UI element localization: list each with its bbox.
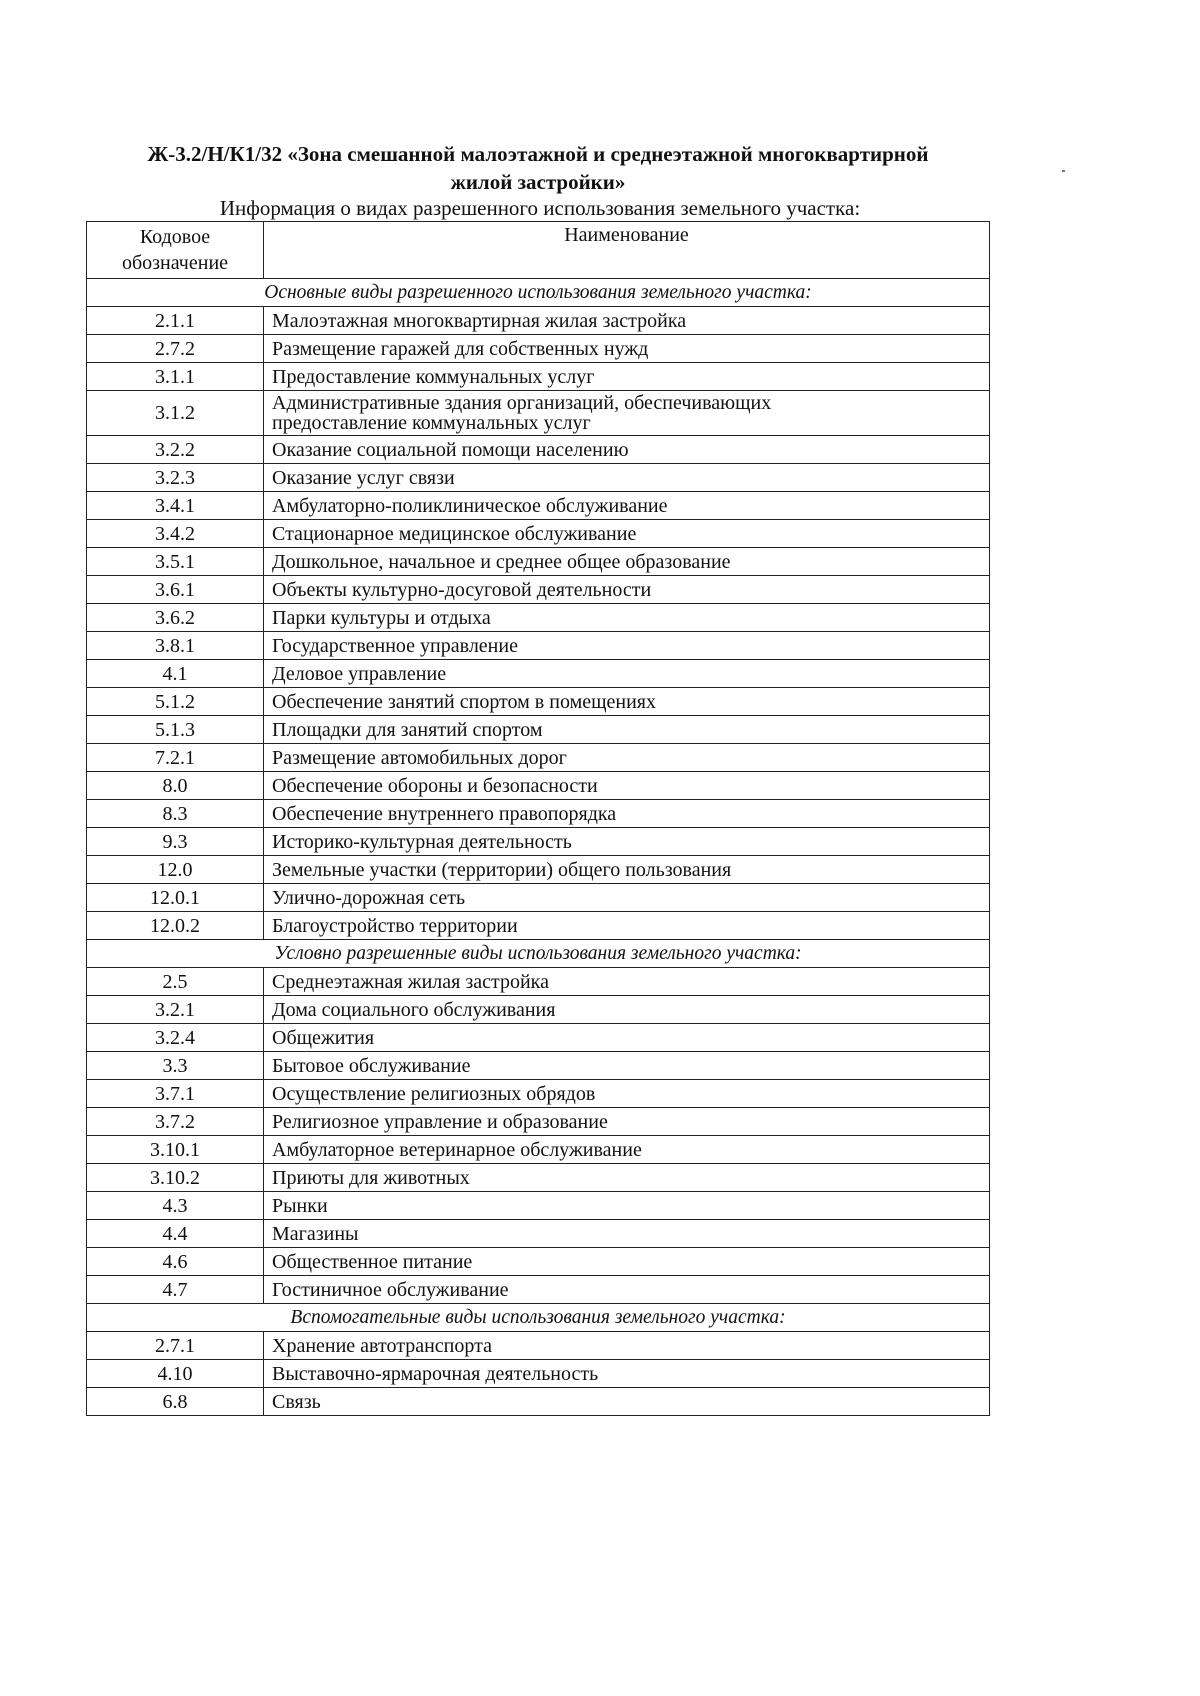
use-code: 7.2.1 [87, 744, 264, 772]
use-name: Рынки [264, 1192, 990, 1220]
table-row [87, 800, 990, 828]
use-code: 3.1.2 [87, 391, 264, 436]
use-code: 4.6 [87, 1248, 264, 1276]
table-row [87, 688, 990, 716]
use-code: 5.1.2 [87, 688, 264, 716]
use-code: 8.0 [87, 772, 264, 800]
use-name: Размещение автомобильных дорог [264, 744, 990, 772]
use-code: 3.4.2 [87, 520, 264, 548]
table-row [87, 1332, 990, 1360]
table-row [87, 1052, 990, 1080]
use-name [264, 391, 990, 436]
use-name: Размещение гаражей для собственных нужд [264, 335, 990, 363]
section-main-row [87, 279, 990, 307]
use-code: 3.2.1 [87, 996, 264, 1024]
land-use-table [86, 221, 990, 1416]
title-line-1: Ж-3.2/Н/К1/32 «Зона смешанной малоэтажной и среднеэтажной многоквартирной [147, 142, 929, 166]
use-code: 3.6.1 [87, 576, 264, 604]
use-code: 3.2.4 [87, 1024, 264, 1052]
use-code: 3.10.1 [87, 1136, 264, 1164]
header-code [87, 222, 264, 279]
use-name: Амбулаторно-поликлиническое обслуживание [264, 492, 990, 520]
use-code: 3.7.2 [87, 1108, 264, 1136]
use-code: 2.7.2 [87, 335, 264, 363]
use-code: 4.3 [87, 1192, 264, 1220]
use-code: 3.4.1 [87, 492, 264, 520]
use-name: Историко-культурная деятельность [264, 828, 990, 856]
table-row [87, 856, 990, 884]
use-code: 3.8.1 [87, 632, 264, 660]
use-name-line-2: предоставление коммунальных услуг [272, 412, 591, 434]
use-name-line-1: Административные здания организаций, обеспечивающих [272, 392, 772, 414]
table-row [87, 436, 990, 464]
use-name: Оказание социальной помощи населению [264, 436, 990, 464]
section-auxiliary-title: Вспомогательные виды использования земельного участка: [87, 1304, 990, 1332]
use-code: 3.2.2 [87, 436, 264, 464]
use-code: 3.6.2 [87, 604, 264, 632]
use-name: Связь [264, 1388, 990, 1416]
use-name: Осуществление религиозных обрядов [264, 1080, 990, 1108]
use-name: Парки культуры и отдыха [264, 604, 990, 632]
table-row [87, 576, 990, 604]
use-name: Бытовое обслуживание [264, 1052, 990, 1080]
header-code-line-1: Кодовое [139, 226, 211, 248]
use-name: Оказание услуг связи [264, 464, 990, 492]
header-name: Наименование [264, 222, 990, 279]
table-row [87, 1276, 990, 1304]
use-name: Обеспечение занятий спортом в помещениях [264, 688, 990, 716]
table-row [87, 1164, 990, 1192]
use-name: Обеспечение обороны и безопасности [264, 772, 990, 800]
use-name: Дома социального обслуживания [264, 996, 990, 1024]
use-name: Религиозное управление и образование [264, 1108, 990, 1136]
use-name: Магазины [264, 1220, 990, 1248]
use-name: Площадки для занятий спортом [264, 716, 990, 744]
table-row [87, 464, 990, 492]
table-row [87, 884, 990, 912]
table-row [87, 363, 990, 391]
table-row [87, 520, 990, 548]
section-main-title: Основные виды разрешенного использования земельного участка: [87, 279, 990, 307]
table-row [87, 632, 990, 660]
use-code: 3.5.1 [87, 548, 264, 576]
table-row [87, 828, 990, 856]
use-code: 12.0.2 [87, 912, 264, 940]
use-code: 8.3 [87, 800, 264, 828]
use-name: Государственное управление [264, 632, 990, 660]
table-row [87, 660, 990, 688]
use-name: Деловое управление [264, 660, 990, 688]
table-row [87, 391, 990, 436]
section-conditional-title: Условно разрешенные виды использования земельного участка: [87, 940, 990, 968]
table-row [87, 716, 990, 744]
table-row [87, 548, 990, 576]
table-row [87, 492, 990, 520]
table-row [87, 1360, 990, 1388]
table-row [87, 968, 990, 996]
use-name: Среднеэтажная жилая застройка [264, 968, 990, 996]
table-row [87, 744, 990, 772]
use-code: 5.1.3 [87, 716, 264, 744]
table-row [87, 307, 990, 335]
table-row [87, 604, 990, 632]
use-name: Приюты для животных [264, 1164, 990, 1192]
table-row [87, 912, 990, 940]
use-code: 9.3 [87, 828, 264, 856]
use-name: Выставочно-ярмарочная деятельность [264, 1360, 990, 1388]
use-code: 2.1.1 [87, 307, 264, 335]
table-caption: Информация о видах разрешенного использования земельного участка: [219, 196, 861, 220]
table-row [87, 1136, 990, 1164]
use-code: 12.0 [87, 856, 264, 884]
use-name: Объекты культурно-досуговой деятельности [264, 576, 990, 604]
use-code: 4.4 [87, 1220, 264, 1248]
use-name: Дошкольное, начальное и среднее общее образование [264, 548, 990, 576]
table-row [87, 1080, 990, 1108]
use-code: 2.7.1 [87, 1332, 264, 1360]
use-name: Улично-дорожная сеть [264, 884, 990, 912]
table-row [87, 335, 990, 363]
use-name: Предоставление коммунальных услуг [264, 363, 990, 391]
table-row [87, 1388, 990, 1416]
use-name: Хранение автотранспорта [264, 1332, 990, 1360]
use-name: Стационарное медицинское обслуживание [264, 520, 990, 548]
use-code: 4.7 [87, 1276, 264, 1304]
table-row [87, 772, 990, 800]
scan-speck [1062, 170, 1065, 172]
table-row [87, 1248, 990, 1276]
use-code: 3.7.1 [87, 1080, 264, 1108]
table-row [87, 996, 990, 1024]
table-header-row [87, 222, 990, 279]
use-code: 3.2.3 [87, 464, 264, 492]
use-code: 3.3 [87, 1052, 264, 1080]
table-body [87, 279, 990, 1416]
document-title [88, 140, 988, 196]
use-name: Общежития [264, 1024, 990, 1052]
table-row [87, 1192, 990, 1220]
table-row [87, 1220, 990, 1248]
table-row [87, 1108, 990, 1136]
use-name: Общественное питание [264, 1248, 990, 1276]
section-auxiliary-row [87, 1304, 990, 1332]
header-code-line-2: обозначение [121, 252, 229, 274]
use-code: 4.1 [87, 660, 264, 688]
section-conditional-row [87, 940, 990, 968]
use-name: Малоэтажная многоквартирная жилая застройка [264, 307, 990, 335]
use-code: 4.10 [87, 1360, 264, 1388]
use-name: Земельные участки (территории) общего пользования [264, 856, 990, 884]
use-code: 3.10.2 [87, 1164, 264, 1192]
use-name: Благоустройство территории [264, 912, 990, 940]
use-name: Обеспечение внутреннего правопорядка [264, 800, 990, 828]
use-name: Гостиничное обслуживание [264, 1276, 990, 1304]
use-code: 12.0.1 [87, 884, 264, 912]
use-code: 3.1.1 [87, 363, 264, 391]
use-name: Амбулаторное ветеринарное обслуживание [264, 1136, 990, 1164]
table-row [87, 1024, 990, 1052]
use-code: 2.5 [87, 968, 264, 996]
use-code: 6.8 [87, 1388, 264, 1416]
title-line-2: жилой застройки» [450, 170, 626, 194]
